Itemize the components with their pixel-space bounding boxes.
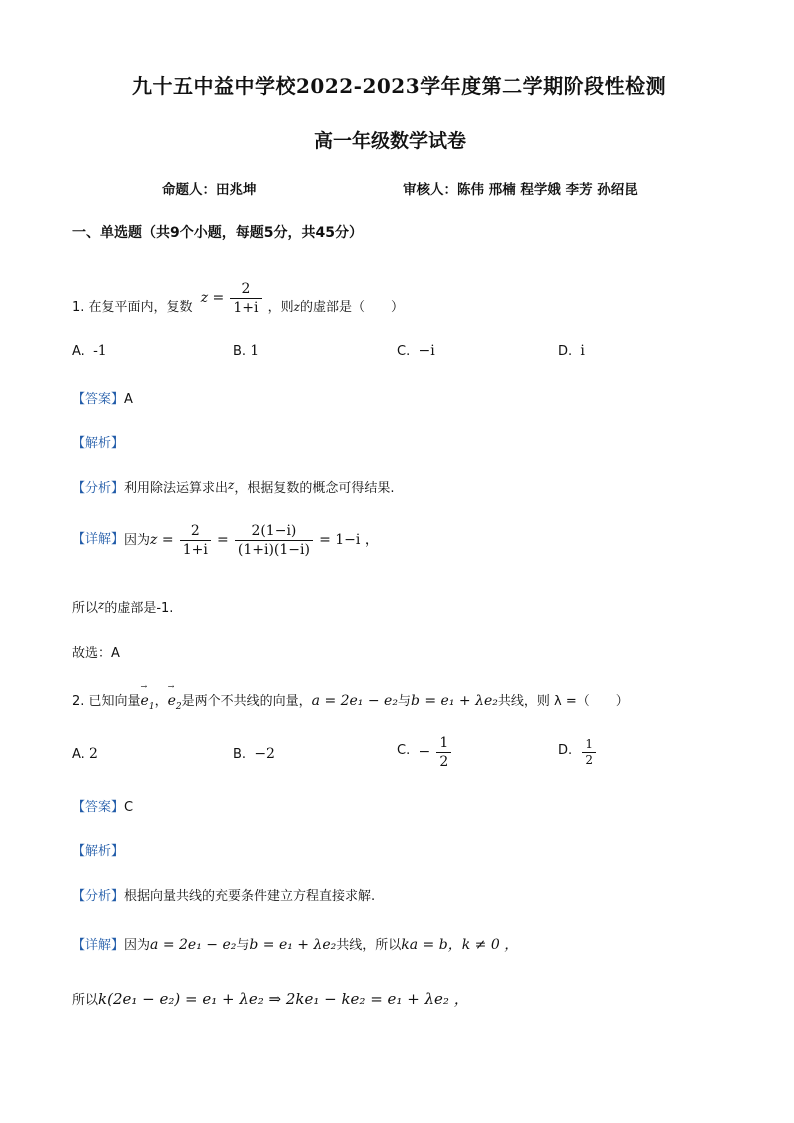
frac-den: (1+i)(1−i) [237,542,310,558]
detail-ka: ka = b [401,937,448,953]
q1-fenxi [72,477,395,496]
detail-text: 因为 [124,533,151,548]
q2-option-a [72,746,98,762]
q2-e1: → $e_1$ [141,693,155,712]
option-label: B. [233,747,247,762]
q1-choose: 故选：A [72,646,120,661]
option-value: 1 [250,343,260,359]
fenxi-text: 利用除法运算求出 [124,481,229,496]
q2-a-expr: a = 2e₁ − e₂ [311,693,398,709]
page-title: 九十五中益中学校2022-2023学年度第二学期阶段性检测 [132,74,667,98]
detail-b-expr: b = e₁ + λe₂ [249,937,337,953]
frac-num: 2 [180,522,211,541]
detail-result: = 1−i ， [319,532,379,548]
question-1 [72,280,404,317]
option-label: B. [233,344,247,359]
q2-analysis-tag: 【解析】 [72,844,125,859]
detail-tag: 【详解】 [72,938,125,953]
q2-stem-mid: 是两个不共线的向量， [181,694,312,709]
frac-num: 2(1−i) [235,522,313,541]
frac-num: 1 [582,737,596,753]
q2-option-b [233,746,275,762]
option-value: i [580,343,585,359]
question-2 [72,690,629,712]
detail-text: 因为 [124,938,151,953]
reviewer-line: 审核人：陈伟 邢楠 程学娥 李芳 孙绍昆 [403,182,638,198]
q1-z: z [293,300,300,314]
answer-value: A [124,392,133,407]
option-value: −i [418,343,435,359]
page-subtitle: 高一年级数学试卷 [314,130,467,152]
detail-z: z = [150,532,174,548]
q2-stem-end: 共线，则 λ =（ ） [497,694,629,709]
q2-answer [72,796,133,815]
q1-frac-den: 1+i [233,300,259,316]
q1-analysis-tag: 【解析】 [72,436,125,451]
answer-tag: 【答案】 [72,800,125,815]
q2-detail [72,934,518,954]
e1-letter: e [140,693,149,709]
derivation-expr: k(2e₁ − e₂) = e₁ + λe₂ ⇒ 2ke₁ − ke₂ = e₁ + λe₂ ， [98,990,469,1008]
equals: = [217,532,229,548]
detail-tag: 【详解】 [72,532,125,547]
e2-letter: e [167,693,176,709]
section-heading: 一、单选题（共9个小题，每题5分，共45分） [72,225,363,241]
q2-option-d [558,737,598,768]
so-z: z [98,598,105,612]
option-label: A. [72,344,85,359]
option-label: A. [72,747,85,762]
option-label: C. [397,344,411,359]
option-value: −2 [254,746,275,762]
q1-detail [72,522,379,559]
q1-option-b [233,343,259,359]
option-label: D. [558,344,573,359]
detail-with: 与 [236,938,250,953]
q1-option-c [397,343,435,359]
answer-tag: 【答案】 [72,392,125,407]
q2-derivation [72,988,469,1009]
q2-stem: 2. 已知向量 [72,694,141,709]
q2-sep: ， [154,694,168,709]
detail-frac-1 [180,522,211,559]
option-label: D. [558,743,573,758]
fenxi-text: 根据向量共线的充要条件建立方程直接求解. [124,889,376,904]
q2-e2: → $e_2$ [168,693,182,712]
detail-mid: 共线，所以 [336,938,402,953]
answer-value: C [124,800,134,815]
author-line: 命题人：田兆坤 [162,182,257,198]
q1-stem: 1. 在复平面内，复数 [72,300,193,315]
q2-option-c [397,734,453,771]
option-value: -1 [93,343,107,359]
fenxi-tag: 【分析】 [72,889,125,904]
option-fraction [436,734,451,771]
frac-den: 2 [585,753,594,767]
detail-frac-2 [235,522,313,559]
q1-fraction [230,280,261,317]
option-label: C. [397,743,411,758]
q1-option-a [72,343,107,359]
detail-a-expr: a = 2e₁ − e₂ [150,937,237,953]
q2-with: 与 [397,694,411,709]
q1-stem-then: ，则 [267,300,294,315]
q1-conclusion [72,597,173,616]
frac-den: 1+i [182,542,208,558]
fenxi-text-end: ，根据复数的概念可得结果. [234,481,395,496]
q2-b-expr: b = e₁ + λe₂ [410,693,498,709]
option-value: 2 [88,746,98,762]
frac-den: 2 [439,754,449,770]
option-sign: − [418,744,431,760]
q1-answer [72,388,133,407]
q2-fenxi [72,885,375,904]
fenxi-tag: 【分析】 [72,481,125,496]
so-text-end: 的虚部是-1. [104,601,174,616]
q1-z-eq: z = [200,290,225,306]
detail-k: ，k ≠ 0 ， [447,937,519,953]
q1-option-d [558,343,585,359]
derivation-pre: 所以 [72,993,99,1008]
q1-stem-end: 的虚部是（ ） [300,300,405,315]
fenxi-z: z [228,478,235,492]
frac-num: 1 [436,734,451,753]
option-fraction [582,737,596,768]
q1-frac-num: 2 [230,280,261,299]
so-text: 所以 [72,601,99,616]
